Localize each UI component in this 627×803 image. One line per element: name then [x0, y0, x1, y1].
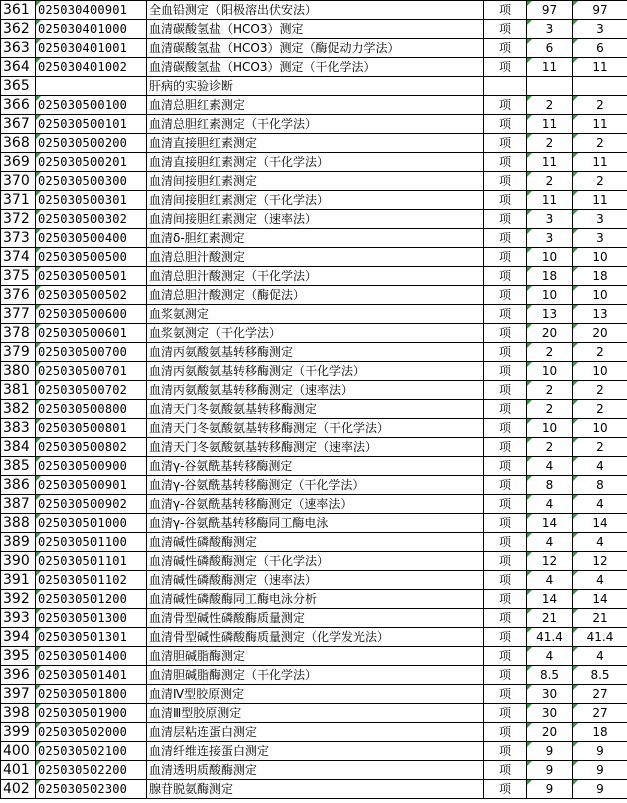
row-number-cell[interactable]: 383 [1, 419, 36, 438]
item-name-cell[interactable]: 血清间接胆红素测定（速率法） [147, 210, 484, 229]
unit-cell[interactable]: 项 [484, 267, 527, 286]
code-cell[interactable]: 025030501200 [36, 590, 147, 609]
code-cell[interactable]: 025030400901 [36, 1, 147, 20]
code-cell[interactable]: 025030401000 [36, 20, 147, 39]
item-name-cell[interactable]: 血清总胆汁酸测定（干化学法） [147, 267, 484, 286]
price-2-cell[interactable]: 11 [573, 153, 627, 172]
price-2-cell[interactable]: 4 [573, 495, 627, 514]
price-2-cell[interactable]: 4 [573, 647, 627, 666]
unit-cell[interactable]: 项 [484, 761, 527, 780]
table-row [1, 134, 627, 153]
item-name-cell[interactable]: 血清碳酸氢盐（HCO3）测定（酶促动力学法） [147, 39, 484, 58]
row-number-cell[interactable]: 390 [1, 552, 36, 571]
price-1-cell[interactable]: 97 [527, 1, 573, 20]
table-row [1, 476, 627, 495]
price-2-cell[interactable]: 3 [573, 229, 627, 248]
unit-cell[interactable]: 项 [484, 1, 527, 20]
code-cell[interactable]: 025030501301 [36, 628, 147, 647]
price-1-cell[interactable] [527, 77, 573, 96]
row-number-cell[interactable]: 387 [1, 495, 36, 514]
price-2-cell[interactable]: 41.4 [573, 628, 627, 647]
price-2-cell[interactable]: 8 [573, 476, 627, 495]
item-name-cell[interactable]: 血清碳酸氢盐（HCO3）测定（干化学法） [147, 58, 484, 77]
row-number-cell[interactable]: 401 [1, 761, 36, 780]
row-number-cell[interactable]: 398 [1, 704, 36, 723]
price-2-cell[interactable]: 20 [573, 324, 627, 343]
code-cell[interactable]: 025030401002 [36, 58, 147, 77]
item-name-cell[interactable]: 血清胆碱脂酶测定（干化学法） [147, 666, 484, 685]
price-1-cell[interactable]: 10 [527, 419, 573, 438]
row-number-cell[interactable]: 402 [1, 780, 36, 799]
row-number-cell[interactable]: 397 [1, 685, 36, 704]
unit-cell[interactable]: 项 [484, 457, 527, 476]
unit-cell[interactable]: 项 [484, 210, 527, 229]
item-name-cell[interactable]: 血清直接胆红素测定（干化学法） [147, 153, 484, 172]
price-2-cell[interactable]: 2 [573, 343, 627, 362]
table-row [1, 780, 627, 799]
price-2-cell[interactable]: 18 [573, 723, 627, 742]
price-2-cell[interactable]: 2 [573, 172, 627, 191]
unit-cell[interactable]: 项 [484, 153, 527, 172]
price-2-cell[interactable]: 2 [573, 400, 627, 419]
table-row [1, 761, 627, 780]
unit-cell[interactable]: 项 [484, 476, 527, 495]
table-row [1, 96, 627, 115]
price-1-cell[interactable]: 14 [527, 514, 573, 533]
table-row [1, 1, 627, 20]
price-2-cell[interactable]: 10 [573, 248, 627, 267]
table-row [1, 39, 627, 58]
table-row [1, 666, 627, 685]
price-2-cell[interactable]: 2 [573, 96, 627, 115]
price-2-cell[interactable]: 8.5 [573, 666, 627, 685]
price-1-cell[interactable]: 13 [527, 305, 573, 324]
table-row [1, 723, 627, 742]
unit-cell[interactable]: 项 [484, 248, 527, 267]
row-number-cell[interactable]: 378 [1, 324, 36, 343]
unit-cell[interactable]: 项 [484, 39, 527, 58]
row-number-cell[interactable]: 368 [1, 134, 36, 153]
row-number-cell[interactable]: 384 [1, 438, 36, 457]
price-2-cell[interactable]: 11 [573, 191, 627, 210]
code-cell[interactable]: 025030500301 [36, 191, 147, 210]
code-cell[interactable]: 025030500302 [36, 210, 147, 229]
price-1-cell[interactable]: 8 [527, 476, 573, 495]
table-row [1, 590, 627, 609]
table-row [1, 381, 627, 400]
table-row [1, 457, 627, 476]
row-number-cell[interactable]: 361 [1, 1, 36, 20]
unit-cell[interactable]: 项 [484, 381, 527, 400]
code-cell[interactable]: 025030500100 [36, 96, 147, 115]
price-1-cell[interactable]: 20 [527, 324, 573, 343]
row-number-cell[interactable]: 393 [1, 609, 36, 628]
code-cell[interactable]: 025030500801 [36, 419, 147, 438]
table-row [1, 571, 627, 590]
price-1-cell[interactable]: 2 [527, 96, 573, 115]
code-cell[interactable]: 025030500502 [36, 286, 147, 305]
item-name-cell[interactable]: 血清δ-胆红素测定 [147, 229, 484, 248]
price-1-cell[interactable]: 10 [527, 286, 573, 305]
code-cell[interactable]: 025030500700 [36, 343, 147, 362]
unit-cell[interactable]: 项 [484, 172, 527, 191]
price-2-cell[interactable]: 10 [573, 419, 627, 438]
unit-cell[interactable]: 项 [484, 514, 527, 533]
price-2-cell[interactable]: 27 [573, 685, 627, 704]
code-cell[interactable]: 025030500400 [36, 229, 147, 248]
unit-cell[interactable]: 项 [484, 742, 527, 761]
unit-cell[interactable]: 项 [484, 438, 527, 457]
unit-cell[interactable]: 项 [484, 647, 527, 666]
code-cell[interactable] [36, 77, 147, 96]
code-cell[interactable]: 025030501401 [36, 666, 147, 685]
price-2-cell[interactable]: 9 [573, 761, 627, 780]
code-cell[interactable]: 025030501102 [36, 571, 147, 590]
unit-cell[interactable]: 项 [484, 780, 527, 799]
row-number-cell[interactable]: 362 [1, 20, 36, 39]
item-name-cell[interactable]: 血清胆碱脂酶测定 [147, 647, 484, 666]
price-1-cell[interactable]: 9 [527, 761, 573, 780]
unit-cell[interactable]: 项 [484, 58, 527, 77]
table-row [1, 267, 627, 286]
price-2-cell[interactable]: 14 [573, 514, 627, 533]
item-name-cell[interactable]: 血浆氨测定 [147, 305, 484, 324]
table-row [1, 419, 627, 438]
table-row [1, 248, 627, 267]
table-row [1, 191, 627, 210]
table-body [1, 1, 627, 799]
table-row [1, 704, 627, 723]
unit-cell[interactable]: 项 [484, 324, 527, 343]
price-1-cell[interactable]: 10 [527, 362, 573, 381]
table-row [1, 115, 627, 134]
table-row [1, 495, 627, 514]
unit-cell[interactable]: 项 [484, 666, 527, 685]
row-number-cell[interactable]: 389 [1, 533, 36, 552]
price-2-cell[interactable]: 18 [573, 267, 627, 286]
item-name-cell[interactable]: 血清总胆汁酸测定 [147, 248, 484, 267]
unit-cell[interactable]: 项 [484, 229, 527, 248]
table-row [1, 514, 627, 533]
unit-cell[interactable]: 项 [484, 305, 527, 324]
unit-cell[interactable]: 项 [484, 609, 527, 628]
item-name-cell[interactable]: 血清丙氨酸氨基转移酶测定 [147, 343, 484, 362]
unit-cell[interactable]: 项 [484, 115, 527, 134]
row-number-cell[interactable]: 392 [1, 590, 36, 609]
row-number-cell[interactable]: 381 [1, 381, 36, 400]
price-1-cell[interactable]: 4 [527, 647, 573, 666]
row-number-cell[interactable]: 400 [1, 742, 36, 761]
item-name-cell[interactable]: 血清碳酸氢盐（HCO3）测定 [147, 20, 484, 39]
code-cell[interactable]: 025030500902 [36, 495, 147, 514]
table-row [1, 742, 627, 761]
table-row [1, 286, 627, 305]
row-number-cell[interactable]: 385 [1, 457, 36, 476]
unit-cell[interactable]: 项 [484, 685, 527, 704]
unit-cell[interactable]: 项 [484, 343, 527, 362]
price-2-cell[interactable]: 4 [573, 457, 627, 476]
row-number-cell[interactable]: 375 [1, 267, 36, 286]
price-2-cell[interactable]: 2 [573, 134, 627, 153]
price-1-cell[interactable]: 30 [527, 704, 573, 723]
table-row [1, 210, 627, 229]
row-number-cell[interactable]: 391 [1, 571, 36, 590]
code-cell[interactable]: 025030501100 [36, 533, 147, 552]
code-cell[interactable]: 025030502100 [36, 742, 147, 761]
price-1-cell[interactable]: 2 [527, 381, 573, 400]
unit-cell[interactable]: 项 [484, 96, 527, 115]
row-number-cell[interactable]: 376 [1, 286, 36, 305]
item-name-cell[interactable]: 血清γ-谷氨酰基转移酶测定 [147, 457, 484, 476]
table-row [1, 609, 627, 628]
item-name-cell[interactable]: 血清γ-谷氨酰基转移酶测定（速率法） [147, 495, 484, 514]
price-1-cell[interactable]: 2 [527, 172, 573, 191]
price-2-cell[interactable]: 27 [573, 704, 627, 723]
item-name-cell[interactable]: 血清总胆红素测定 [147, 96, 484, 115]
row-number-cell[interactable]: 386 [1, 476, 36, 495]
row-number-cell[interactable]: 395 [1, 647, 36, 666]
price-1-cell[interactable]: 12 [527, 552, 573, 571]
unit-cell[interactable]: 项 [484, 286, 527, 305]
price-1-cell[interactable]: 2 [527, 134, 573, 153]
price-1-cell[interactable]: 3 [527, 229, 573, 248]
row-number-cell[interactable]: 367 [1, 115, 36, 134]
price-1-cell[interactable]: 3 [527, 20, 573, 39]
price-2-cell[interactable]: 12 [573, 552, 627, 571]
code-cell[interactable]: 025030501000 [36, 514, 147, 533]
code-cell[interactable]: 025030500800 [36, 400, 147, 419]
code-cell[interactable]: 025030502000 [36, 723, 147, 742]
price-2-cell[interactable]: 11 [573, 58, 627, 77]
code-cell[interactable]: 025030501101 [36, 552, 147, 571]
code-cell[interactable]: 025030501900 [36, 704, 147, 723]
code-cell[interactable]: 025030502200 [36, 761, 147, 780]
code-cell[interactable]: 025030500501 [36, 267, 147, 286]
item-name-cell[interactable]: 血清天门冬氨酸氨基转移酶测定（速率法） [147, 438, 484, 457]
item-name-cell[interactable]: 血清骨型碱性磷酸酶质量测定（化学发光法） [147, 628, 484, 647]
row-number-cell[interactable]: 366 [1, 96, 36, 115]
code-cell[interactable]: 025030501300 [36, 609, 147, 628]
row-number-cell[interactable]: 364 [1, 58, 36, 77]
code-cell[interactable]: 025030500300 [36, 172, 147, 191]
row-number-cell[interactable]: 374 [1, 248, 36, 267]
price-1-cell[interactable]: 9 [527, 742, 573, 761]
unit-cell[interactable]: 项 [484, 552, 527, 571]
price-1-cell[interactable]: 2 [527, 400, 573, 419]
price-2-cell[interactable]: 10 [573, 286, 627, 305]
price-1-cell[interactable]: 3 [527, 210, 573, 229]
price-2-cell[interactable]: 9 [573, 742, 627, 761]
price-1-cell[interactable]: 2 [527, 343, 573, 362]
code-cell[interactable]: 025030500101 [36, 115, 147, 134]
item-name-cell[interactable]: 血清总胆红素测定（干化学法） [147, 115, 484, 134]
item-name-cell[interactable]: 血清碱性磷酸酶同工酶电泳分析 [147, 590, 484, 609]
item-name-cell[interactable]: 腺苷脱氨酶测定 [147, 780, 484, 799]
price-1-cell[interactable]: 4 [527, 457, 573, 476]
price-1-cell[interactable]: 9 [527, 780, 573, 799]
price-1-cell[interactable]: 10 [527, 248, 573, 267]
code-cell[interactable]: 025030500201 [36, 153, 147, 172]
table-row [1, 362, 627, 381]
item-name-cell[interactable]: 血清γ-谷氨酰基转移酶测定（干化学法） [147, 476, 484, 495]
code-cell[interactable]: 025030502300 [36, 780, 147, 799]
item-name-cell[interactable]: 血清透明质酸酶测定 [147, 761, 484, 780]
table-row [1, 552, 627, 571]
unit-cell[interactable]: 项 [484, 533, 527, 552]
table-row [1, 400, 627, 419]
code-cell[interactable]: 025030500200 [36, 134, 147, 153]
item-name-cell[interactable]: 血清Ⅲ型胶原测定 [147, 704, 484, 723]
code-cell[interactable]: 025030500702 [36, 381, 147, 400]
table-row [1, 172, 627, 191]
row-number-cell[interactable]: 372 [1, 210, 36, 229]
price-2-cell[interactable]: 3 [573, 210, 627, 229]
unit-cell[interactable]: 项 [484, 495, 527, 514]
table-row [1, 77, 627, 96]
price-2-cell[interactable] [573, 77, 627, 96]
price-1-cell[interactable]: 4 [527, 571, 573, 590]
table-row [1, 324, 627, 343]
code-cell[interactable]: 025030500802 [36, 438, 147, 457]
price-1-cell[interactable]: 41.4 [527, 628, 573, 647]
item-name-cell[interactable]: 全血铅测定（阳极溶出伏安法） [147, 1, 484, 20]
price-1-cell[interactable]: 11 [527, 58, 573, 77]
price-1-cell[interactable]: 11 [527, 115, 573, 134]
price-2-cell[interactable]: 9 [573, 780, 627, 799]
price-2-cell[interactable]: 21 [573, 609, 627, 628]
table-row [1, 229, 627, 248]
unit-cell[interactable]: 项 [484, 191, 527, 210]
code-cell[interactable]: 025030500600 [36, 305, 147, 324]
row-number-cell[interactable]: 369 [1, 153, 36, 172]
item-name-cell[interactable]: 血清天门冬氨酸氨基转移酶测定（干化学法） [147, 419, 484, 438]
price-1-cell[interactable]: 20 [527, 723, 573, 742]
code-cell[interactable]: 025030500901 [36, 476, 147, 495]
table-row [1, 685, 627, 704]
table-row [1, 58, 627, 77]
price-1-cell[interactable]: 8.5 [527, 666, 573, 685]
item-name-cell[interactable]: 血清直接胆红素测定 [147, 134, 484, 153]
price-2-cell[interactable]: 14 [573, 590, 627, 609]
item-name-cell[interactable]: 血清天门冬氨酸氨基转移酶测定 [147, 400, 484, 419]
price-2-cell[interactable]: 10 [573, 362, 627, 381]
item-name-cell[interactable]: 血清骨型碱性磷酸酶质量测定 [147, 609, 484, 628]
row-number-cell[interactable]: 365 [1, 77, 36, 96]
row-number-cell[interactable]: 373 [1, 229, 36, 248]
code-cell[interactable]: 025030500500 [36, 248, 147, 267]
row-number-cell[interactable]: 377 [1, 305, 36, 324]
price-1-cell[interactable]: 30 [527, 685, 573, 704]
row-number-cell[interactable]: 380 [1, 362, 36, 381]
unit-cell[interactable] [484, 77, 527, 96]
code-cell[interactable]: 025030501800 [36, 685, 147, 704]
table-row [1, 438, 627, 457]
price-2-cell[interactable]: 4 [573, 533, 627, 552]
item-name-cell[interactable]: 血清Ⅳ型胶原测定 [147, 685, 484, 704]
item-name-cell[interactable]: 血清γ-谷氨酰基转移酶同工酶电泳 [147, 514, 484, 533]
price-1-cell[interactable]: 11 [527, 191, 573, 210]
row-number-cell[interactable]: 370 [1, 172, 36, 191]
unit-cell[interactable]: 项 [484, 400, 527, 419]
price-1-cell[interactable]: 14 [527, 590, 573, 609]
row-number-cell[interactable]: 394 [1, 628, 36, 647]
price-2-cell[interactable]: 2 [573, 438, 627, 457]
row-number-cell[interactable]: 371 [1, 191, 36, 210]
item-name-cell[interactable]: 肝病的实验诊断 [147, 77, 484, 96]
table-row [1, 628, 627, 647]
item-name-cell[interactable]: 血清碱性磷酸酶测定（干化学法） [147, 552, 484, 571]
price-1-cell[interactable]: 4 [527, 533, 573, 552]
unit-cell[interactable]: 项 [484, 704, 527, 723]
price-1-cell[interactable]: 18 [527, 267, 573, 286]
price-1-cell[interactable]: 21 [527, 609, 573, 628]
row-number-cell[interactable]: 388 [1, 514, 36, 533]
table-row [1, 533, 627, 552]
price-1-cell[interactable]: 2 [527, 438, 573, 457]
code-cell[interactable]: 025030500900 [36, 457, 147, 476]
unit-cell[interactable]: 项 [484, 590, 527, 609]
item-name-cell[interactable]: 血清丙氨酸氨基转移酶测定（干化学法） [147, 362, 484, 381]
row-number-cell[interactable]: 379 [1, 343, 36, 362]
table-row [1, 343, 627, 362]
unit-cell[interactable]: 项 [484, 628, 527, 647]
row-number-cell[interactable]: 396 [1, 666, 36, 685]
unit-cell[interactable]: 项 [484, 134, 527, 153]
row-number-cell[interactable]: 399 [1, 723, 36, 742]
table-row [1, 20, 627, 39]
price-1-cell[interactable]: 6 [527, 39, 573, 58]
row-number-cell[interactable]: 363 [1, 39, 36, 58]
unit-cell[interactable]: 项 [484, 20, 527, 39]
price-2-cell[interactable]: 6 [573, 39, 627, 58]
item-name-cell[interactable]: 血清碱性磷酸酶测定 [147, 533, 484, 552]
item-name-cell[interactable]: 血清碱性磷酸酶测定（速率法） [147, 571, 484, 590]
item-name-cell[interactable]: 血浆氨测定（干化学法） [147, 324, 484, 343]
price-2-cell[interactable]: 3 [573, 20, 627, 39]
unit-cell[interactable]: 项 [484, 571, 527, 590]
code-cell[interactable]: 025030500601 [36, 324, 147, 343]
price-1-cell[interactable]: 4 [527, 495, 573, 514]
price-2-cell[interactable]: 97 [573, 1, 627, 20]
unit-cell[interactable]: 项 [484, 419, 527, 438]
code-cell[interactable]: 025030500701 [36, 362, 147, 381]
item-name-cell[interactable]: 血清丙氨酸氨基转移酶测定（速率法） [147, 381, 484, 400]
item-name-cell[interactable]: 血清总胆汁酸测定（酶促法） [147, 286, 484, 305]
table-row [1, 647, 627, 666]
table-row [1, 305, 627, 324]
price-2-cell[interactable]: 11 [573, 115, 627, 134]
code-cell[interactable]: 025030401001 [36, 39, 147, 58]
row-number-cell[interactable]: 382 [1, 400, 36, 419]
item-name-cell[interactable]: 血清间接胆红素测定 [147, 172, 484, 191]
price-2-cell[interactable]: 13 [573, 305, 627, 324]
price-1-cell[interactable]: 11 [527, 153, 573, 172]
table-row [1, 153, 627, 172]
unit-cell[interactable]: 项 [484, 723, 527, 742]
price-2-cell[interactable]: 4 [573, 571, 627, 590]
code-cell[interactable]: 025030501400 [36, 647, 147, 666]
item-name-cell[interactable]: 血清间接胆红素测定（干化学法） [147, 191, 484, 210]
item-name-cell[interactable]: 血清层粘连蛋白测定 [147, 723, 484, 742]
price-2-cell[interactable]: 2 [573, 381, 627, 400]
item-name-cell[interactable]: 血清纤维连接蛋白测定 [147, 742, 484, 761]
unit-cell[interactable]: 项 [484, 362, 527, 381]
